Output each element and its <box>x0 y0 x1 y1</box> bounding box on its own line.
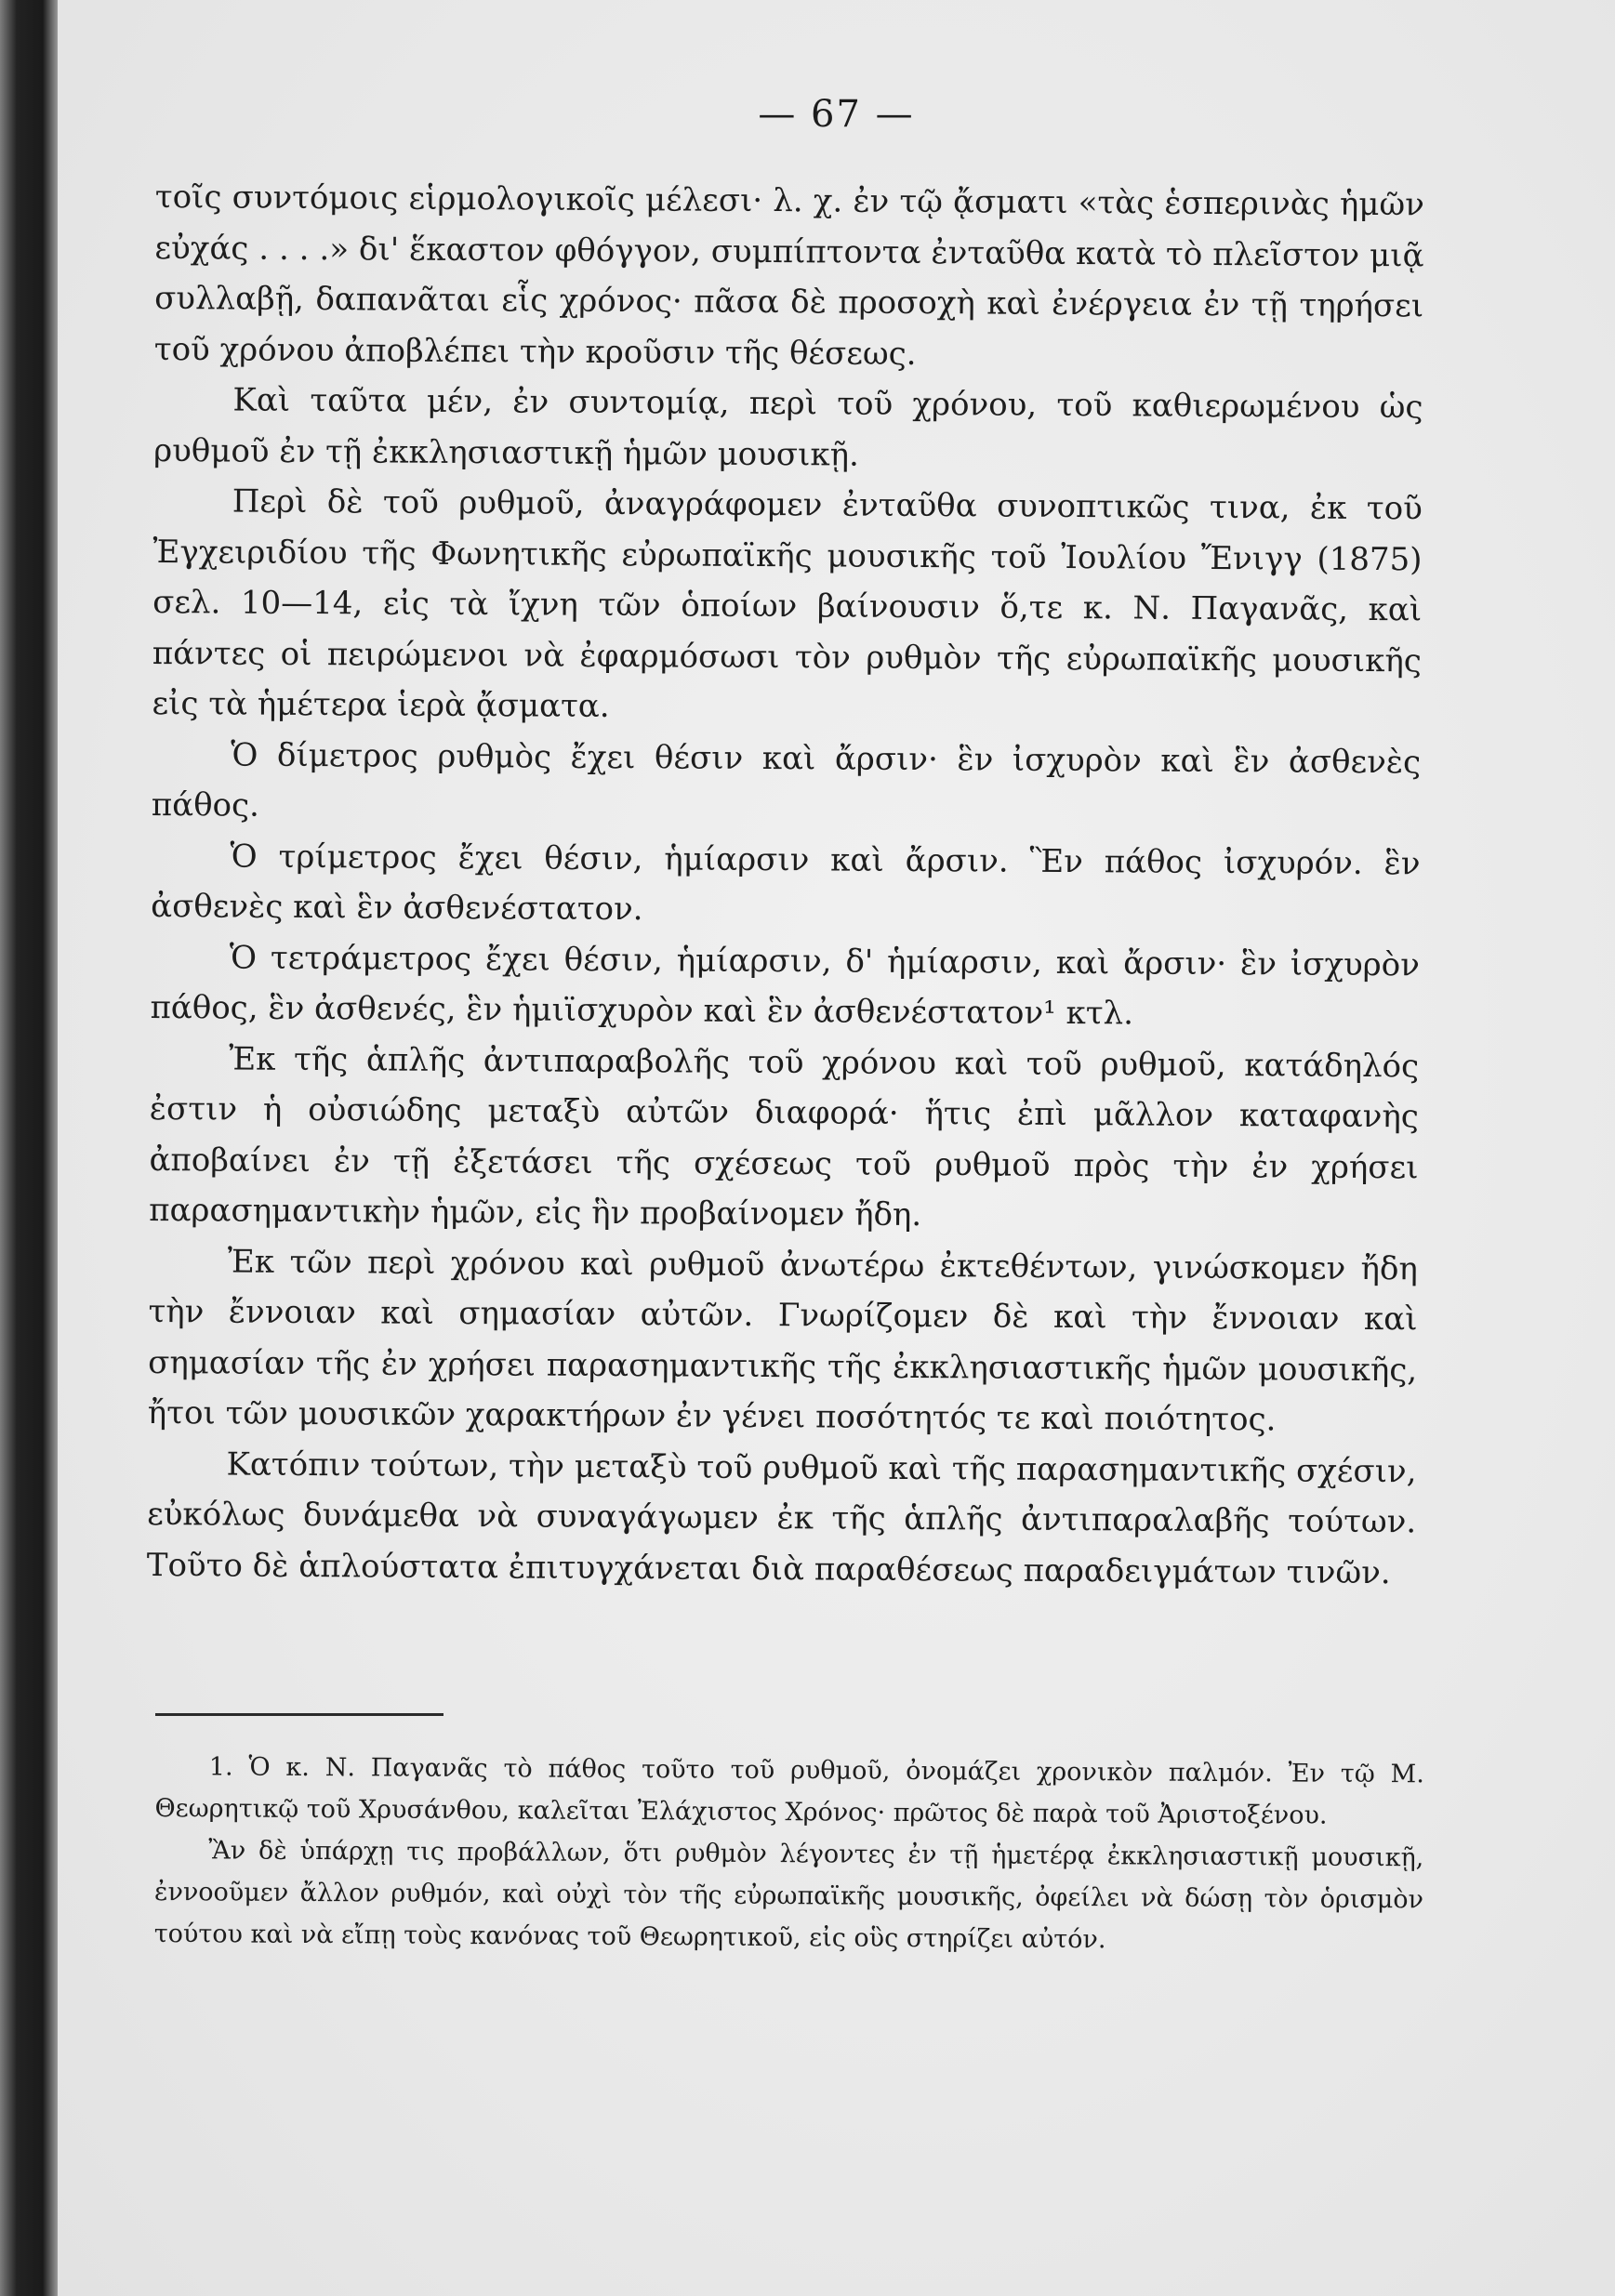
paragraph: Ἐκ τῆς ἁπλῆς ἀντιπαραβολῆς τοῦ χρόνου καὶ τοῦ ρυθμοῦ, κατάδηλός ἐστιν ἡ οὐσιώδης μεταξὺ αὐτῶν διαφορά· ἥτις ἐπὶ μᾶλλον καταφανὴς ἀποβαίνει ἐν τῇ ἐξετάσει τῆς σχέσεως τοῦ ρυθμοῦ πρὸς τὴν ἐν χρήσει παρασημαντικὴν ἡμῶν, εἰς ἣν προβαίνομεν ἤδη. <box>149 1040 1420 1234</box>
page-number: — 67 — <box>758 93 915 136</box>
paragraph: Ὁ τετράμετρος ἔχει θέσιν, ἡμίαρσιν, δ' ἡμίαρσιν, καὶ ἄρσιν· ἓν ἰσχυρὸν πάθος, ἓν ἀσθενές, ἓν ἡμιϊσχυρὸν καὶ ἓν ἀσθενέστατον¹ κτλ. <box>150 939 1420 1033</box>
footnote: Ἂν δὲ ὑπάρχῃ τις προβάλλων, ὅτι ρυθμὸν λέγοντες ἐν τῇ ἡμετέρᾳ ἐκκλησιαστικῇ μουσικῇ, ἐννοοῦμεν ἄλλον ρυθμόν, καὶ οὐχὶ τὸν τῆς εὐρωπαϊκῆς μουσικῆς, ὀφείλει νὰ δώσῃ τὸν ὁρισμὸν τούτου καὶ νὰ εἴπῃ τοὺς κανόνας τοῦ Θεωρητικοῦ, εἰς οὓς στηρίζει αὐτόν. <box>153 1836 1424 1955</box>
body-text <box>147 172 1424 1598</box>
book-page <box>58 0 1615 2296</box>
footnote: 1. Ὁ κ. Ν. Παγανᾶς τὸ πάθος τοῦτο τοῦ ρυθμοῦ, ὀνομάζει χρονικὸν παλμόν. Ἐν τῷ Μ. Θεωρητικῷ τοῦ Χρυσάνθου, καλεῖται Ἐλάχιστος Χρόνος· πρῶτος δὲ παρὰ τοῦ Ἀριστοξένου. <box>154 1752 1424 1830</box>
scan-binding-edge <box>0 0 58 2296</box>
paragraph: Κατόπιν τούτων, τὴν μεταξὺ τοῦ ρυθμοῦ καὶ τῆς παρασημαντικῆς σχέσιν, εὐκόλως δυνάμεθα νὰ συναγάγωμεν ἐκ τῆς ἁπλῆς ἀντιπαραλαβῆς τούτων. Τοῦτο δὲ ἁπλούστατα ἐπιτυγχάνεται διὰ παραθέσεως παραδειγμάτων τινῶν. <box>146 1445 1417 1591</box>
footnotes <box>154 1746 1424 1962</box>
paragraph: Ὁ τρίμετρος ἔχει θέσιν, ἡμίαρσιν καὶ ἄρσιν. Ἓν πάθος ἰσχυρόν. ἓν ἀσθενὲς καὶ ἓν ἀσθενέστατον. <box>151 838 1421 929</box>
footnote-separator <box>155 1713 443 1716</box>
paragraph: τοῖς συντόμοις εἱρμολογικοῖς μέλεσι· λ. χ. ἐν τῷ ᾄσματι «τὰς ἑσπερινὰς ἡμῶν εὐχάς . . . .» δι' ἕκαστον φθόγγον, συμπίπτοντα ἐνταῦθα κατὰ τὸ πλεῖστον μιᾷ συλλαβῇ, δαπανᾶται εἷς χρόνος· πᾶσα δὲ προσοχὴ καὶ ἐνέργεια ἐν τῇ τηρήσει τοῦ χρόνου ἀποβλέπει τὴν κροῦσιν τῆς θέσεως. <box>153 178 1424 373</box>
paragraph: Ὁ δίμετρος ρυθμὸς ἔχει θέσιν καὶ ἄρσιν· ἓν ἰσχυρὸν καὶ ἓν ἀσθενὲς πάθος. <box>151 736 1422 825</box>
paragraph: Περὶ δὲ τοῦ ρυθμοῦ, ἀναγράφομεν ἐνταῦθα συνοπτικῶς τινα, ἐκ τοῦ Ἐγχειριδίου τῆς Φωνητικῆς εὐρωπαϊκῆς μουσικῆς τοῦ Ἰουλίου Ἔνιγγ (1875) σελ. 10—14, εἰς τὰ ἴχνη τῶν ὁποίων βαίνουσιν ὅ,τε κ. Ν. Παγανᾶς, καὶ πάντες οἱ πειρώμενοι νὰ ἐφαρμόσωσι τὸν ρυθμὸν τῆς εὐρωπαϊκῆς μουσικῆς εἰς τὰ ἡμέτερα ἱερὰ ᾄσματα. <box>152 482 1423 725</box>
paragraph: Ἐκ τῶν περὶ χρόνου καὶ ρυθμοῦ ἀνωτέρω ἐκτεθέντων, γινώσκομεν ἤδη τὴν ἔννοιαν καὶ σημασίαν αὐτῶν. Γνωρίζομεν δὲ καὶ τὴν ἔννοιαν καὶ σημασίαν τῆς ἐν χρήσει παρασημαντικῆς τῆς ἐκκλησιαστικῆς ἡμῶν μουσικῆς, ἤτοι τῶν μουσικῶν χαρακτήρων ἐν γένει ποσότητός τε καὶ ποιότητος. <box>147 1242 1418 1439</box>
paragraph: Καὶ ταῦτα μέν, ἐν συντομίᾳ, περὶ τοῦ χρόνου, τοῦ καθιερωμένου ὡς ρυθμοῦ ἐν τῇ ἐκκλησιαστικῇ ἡμῶν μουσικῇ. <box>153 381 1423 474</box>
